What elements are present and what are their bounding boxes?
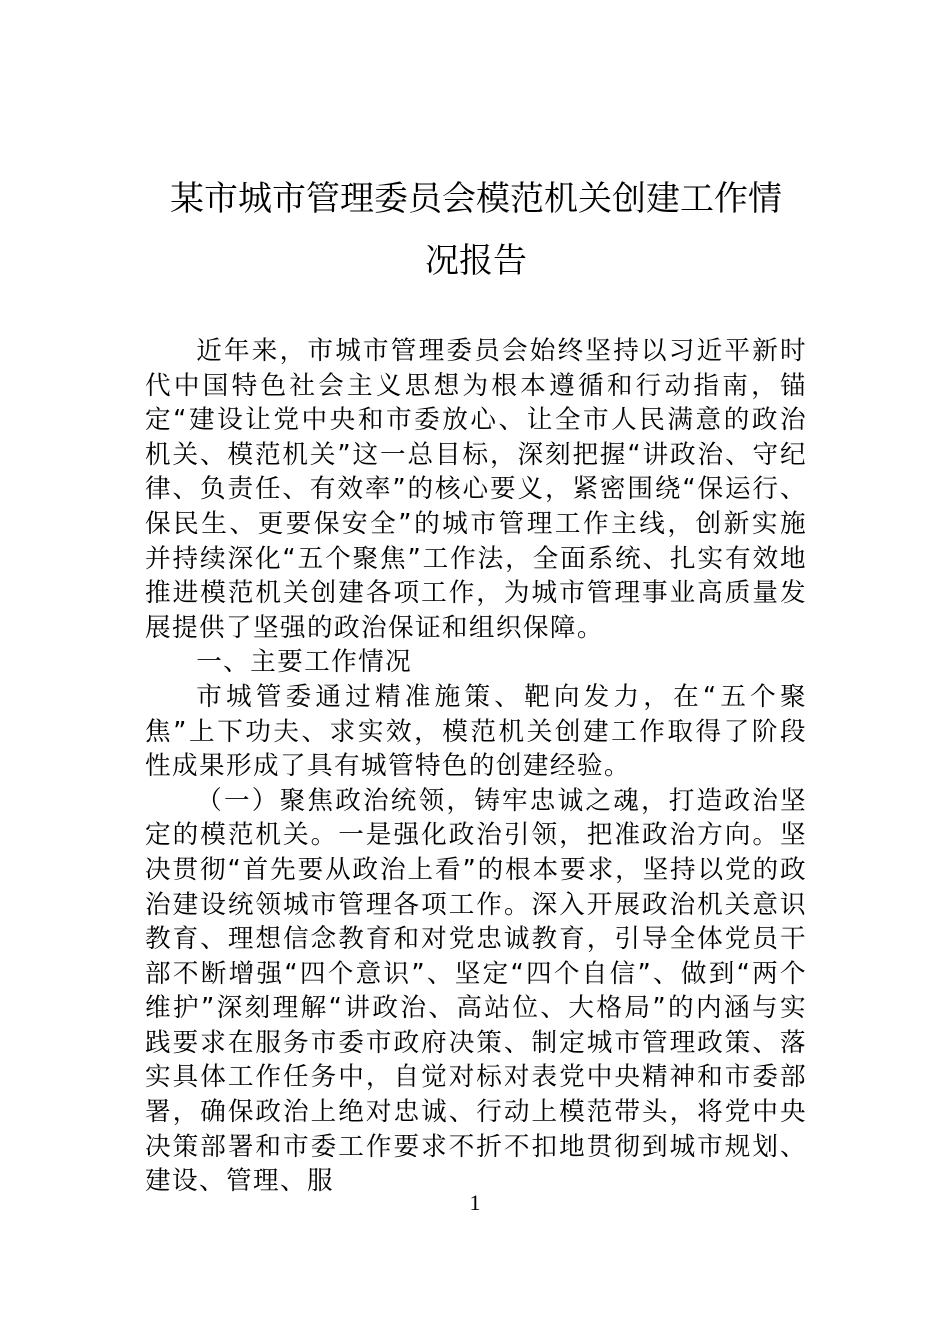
title-line-2: 况报告 <box>425 241 527 281</box>
subsection-paragraph: （一）聚焦政治统领，铸牢忠诚之魂，打造政治坚定的模范机关。一是强化政治引领，把准政治方向。坚决贯彻“首先要从政治上看”的根本要求，坚持以党的政治建设统领城市管理各项工作。深入开展政治机关意识教育、理想信念教育和对党忠诚教育，引导全体党员干部不断增强“四个意识”、坚定“四个自信”、做到“两个维护”深刻理解“讲政治、高站位、大格局”的内涵与实践要求在服务市委市政府决策、制定城市管理政策、落实具体工作任务中，自觉对标对表党中央精神和市委部署，确保政治上绝对忠诚、行动上模范带头，将党中央决策部署和市委工作要求不折不扣地贯彻到城市规划、建设、管理、服 <box>145 785 807 1197</box>
page-number: 1 <box>469 1190 481 1215</box>
document-title <box>145 168 807 292</box>
intro-paragraph: 近年来，市城市管理委员会始终坚持以习近平新时代中国特色社会主义思想为根本遵循和行动指南，锚定“建设让党中央和市委放心、让全市人民满意的政治机关、模范机关”这一总目标，深刻把握“讲政治、守纪律、负责任、有效率”的核心要义，紧密围绕“保运行、保民生、更要保安全”的城市管理工作主线，创新实施并持续深化“五个聚焦”工作法，全面系统、扎实有效地推进模范机关创建各项工作，为城市管理事业高质量发展提供了坚强的政治保证和组织保障。 <box>145 336 807 643</box>
section-heading: 一、主要工作情况 <box>196 647 413 678</box>
title-line-1: 某市城市管理委员会模范机关创建工作情 <box>170 179 782 219</box>
document-body <box>145 334 807 1199</box>
section-intro-paragraph: 市城管委通过精准施策、靶向发力，在“五个聚焦”上下功夫、求实效，模范机关创建工作取得了阶段性成果形成了具有城管特色的创建经验。 <box>145 681 807 782</box>
